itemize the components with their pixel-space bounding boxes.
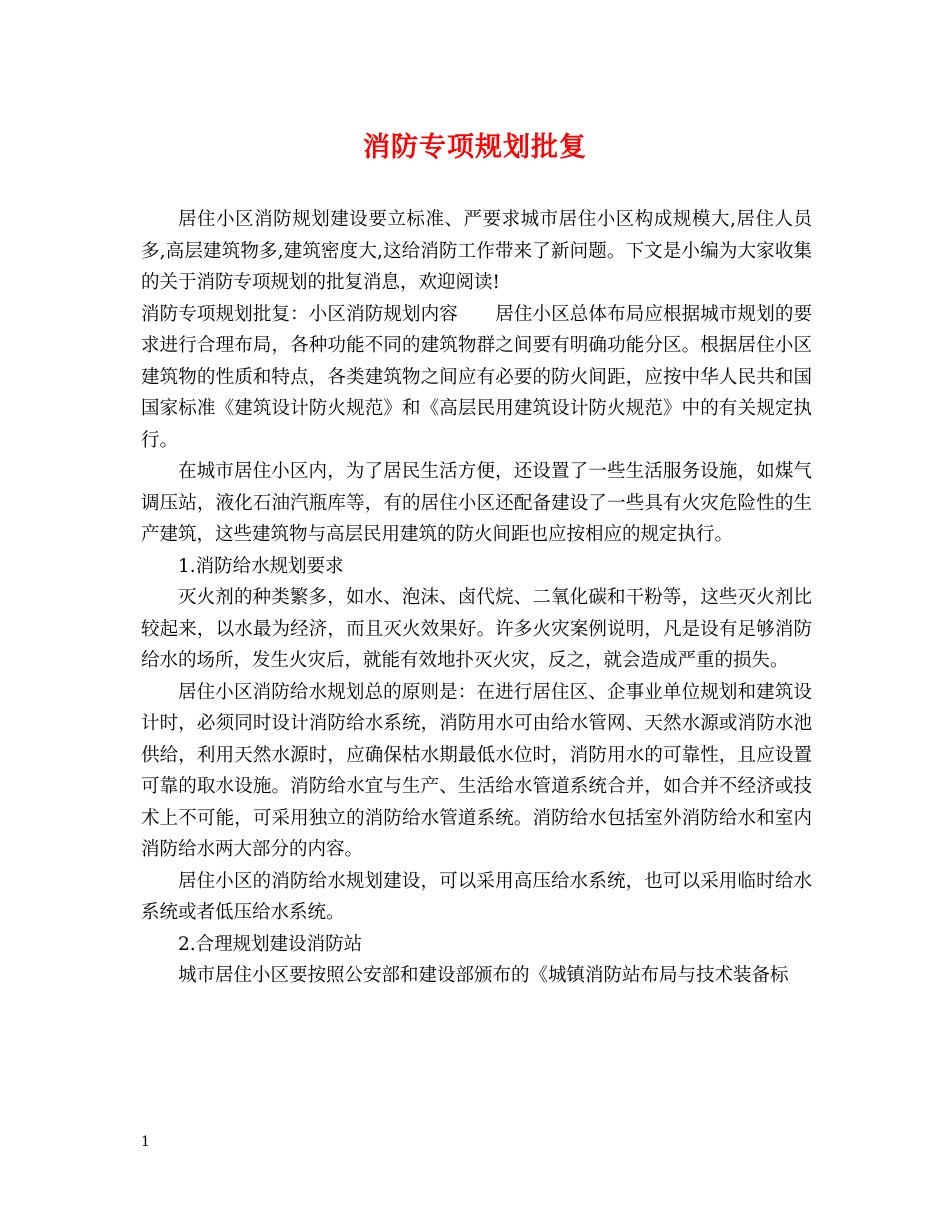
paragraph-planning-content: 消防专项规划批复：小区消防规划内容 居住小区总体布局应根据城市规划的要求进行合理布局，各种功能不同的建筑物群之间要有明确功能分区。根据居住小区建筑物的性质和特点，各类建筑物之间应有必要的防火间距，应按中华人民共和国国家标准《建筑设计防火规范》和《高层民用建筑设计防火规范》中的有关规定执行。 [141, 303, 812, 451]
page-number: 1 [141, 1134, 150, 1150]
document-body [141, 204, 812, 992]
paragraph-fire-station: 城市居住小区要按照公安部和建设部颁布的《城镇消防站布局与技术装备标 [178, 965, 789, 986]
paragraph-water-principles: 居住小区消防给水规划总的原则是：在进行居住区、企事业单位规划和建筑设计时，必须同时设计消防给水系统，消防用水可由给水管网、天然水源或消防水池供给，利用天然水源时，应确保枯水期最低水位时，消防用水的可靠性，且应设置可靠的取水设施。消防给水宜与生产、生活给水管道系统合并，如合并不经济或技术上不可能，可采用独立的消防给水管道系统。消防给水包括室外消防给水和室内消防给水两大部分的内容。 [141, 681, 812, 860]
paragraph-water-systems: 居住小区的消防给水规划建设，可以采用高压给水系统，也可以采用临时给水系统或者低压给水系统。 [141, 870, 812, 923]
paragraph-extinguishing-agents: 灭火剂的种类繁多，如水、泡沫、卤代烷、二氧化碳和干粉等，这些灭火剂比较起来，以水最为经济，而且灭火效果好。许多火灾案例说明，凡是设有足够消防给水的场所，发生火灾后，就能有效地扑灭火灾，反之，就会造成严重的损失。 [141, 587, 812, 671]
section-heading-water-supply: 1.消防给水规划要求 [178, 555, 344, 577]
section-heading-fire-station: 2.合理规划建设消防站 [178, 933, 363, 955]
paragraph-intro: 居住小区消防规划建设要立标准、严要求城市居住小区构成规模大,居住人员多,高层建筑物多,建筑密度大,这给消防工作带来了新问题。下文是小编为大家收集的关于消防专项规划的批复消息，欢迎阅读! [141, 209, 812, 293]
document-title: 消防专项规划批复 [363, 132, 587, 163]
paragraph-service-facilities: 在城市居住小区内，为了居民生活方便，还设置了一些生活服务设施，如煤气调压站，液化石油汽瓶库等，有的居住小区还配备建设了一些具有火灾危险性的生产建筑，这些建筑物与高层民用建筑的防火间距也应按相应的规定执行。 [141, 461, 812, 545]
